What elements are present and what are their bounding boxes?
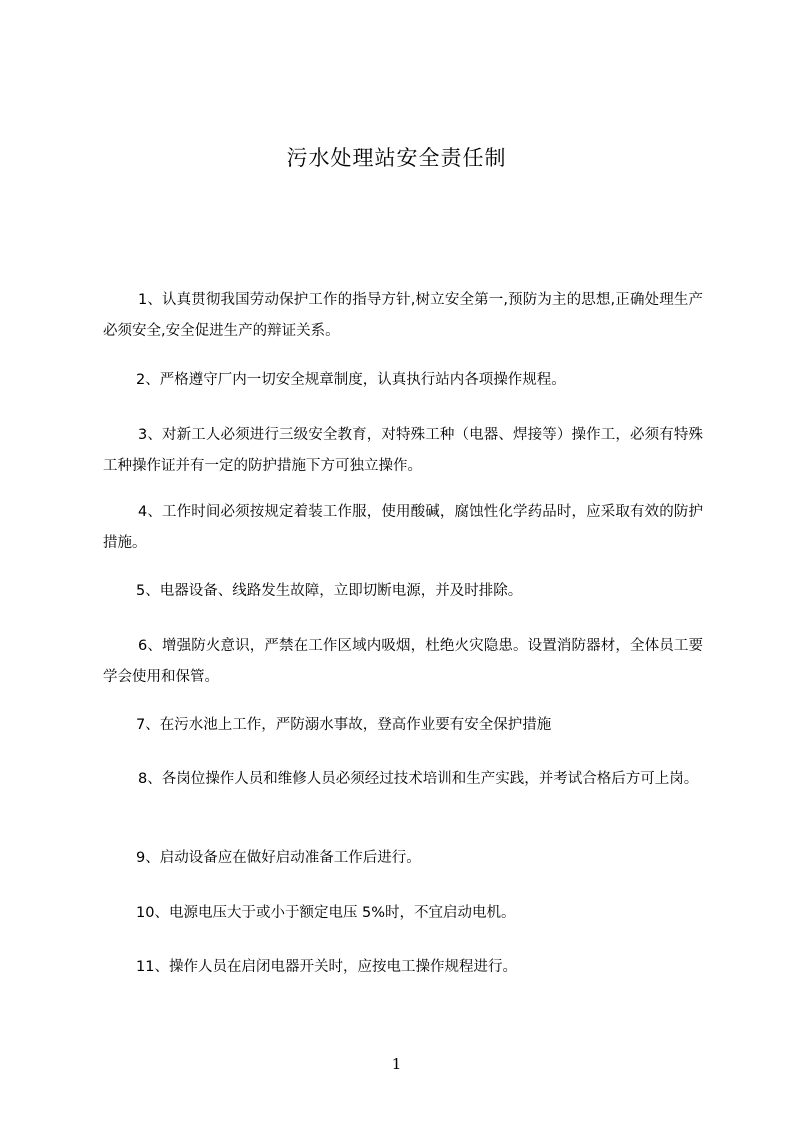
paragraph-2: 2、严格遵守厂内一切安全规章制度，认真执行站内各项操作规程。: [136, 372, 566, 388]
paragraph-5: 5、电器设备、线路发生故障，立即切断电源，并及时排除。: [136, 583, 523, 599]
paragraph-4: 4、工作时间必须按规定着装工作服，使用酸碱，腐蚀性化学药品时，应采取有效的防护措施。: [103, 504, 703, 551]
paragraph-6: 6、增强防火意识，严禁在工作区域内吸烟，杜绝火灾隐患。设置消防器材，全体员工要学会使用和保管。: [103, 638, 703, 685]
page-number: 1: [391, 1055, 402, 1073]
paragraph-11: 11、操作人员在启闭电器开关时，应按电工操作规程进行。: [136, 959, 517, 975]
paragraph-7: 7、在污水池上工作，严防溺水事故，登高作业要有安全保护措施: [136, 717, 552, 733]
paragraph-10: 10、电源电压大于或小于额定电压 5%时，不宜启动电机。: [136, 905, 516, 921]
paragraph-1: 1、认真贯彻我国劳动保护工作的指导方针,树立安全第一,预防为主的思想,正确处理生产必须安全,安全促进生产的辩证关系。: [103, 292, 703, 339]
paragraph-9: 9、启动设备应在做好启动准备工作后进行。: [136, 850, 421, 866]
document-title: 污水处理站安全责任制: [286, 146, 507, 170]
paragraph-8: 8、各岗位操作人员和维修人员必须经过技术培训和生产实践，并考试合格后方可上岗。: [138, 771, 699, 787]
paragraph-3: 3、对新工人必须进行三级安全教育，对特殊工种（电器、焊接等）操作工，必须有特殊工种操作证并有一定的防护措施下方可独立操作。: [103, 427, 703, 474]
